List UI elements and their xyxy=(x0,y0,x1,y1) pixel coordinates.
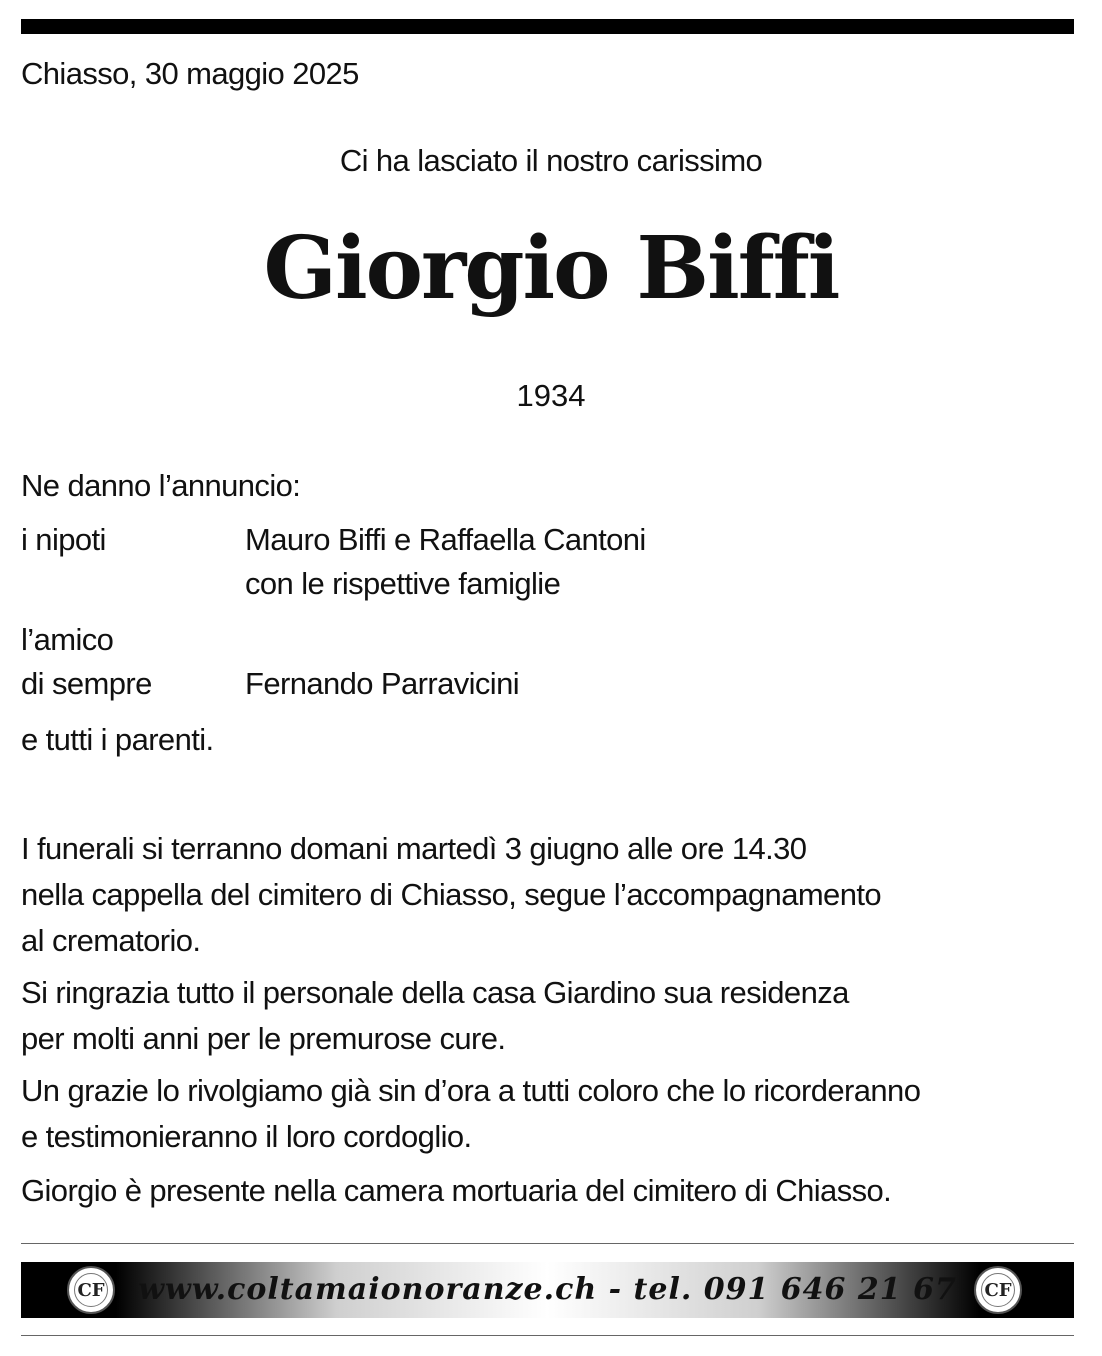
nipoti-label: i nipoti xyxy=(21,522,106,557)
nipoti-names: Mauro Biffi e Raffaella Cantoni xyxy=(245,522,646,557)
funeral-line: I funerali si terranno domani martedì 3 giugno alle ore 14.30 xyxy=(21,831,807,866)
deceased-name: Giorgio Biffi xyxy=(263,218,839,319)
thanks-staff-line: per molti anni per le premurose cure. xyxy=(21,1021,506,1056)
birth-year: 1934 xyxy=(516,378,586,413)
funeral-home-banner xyxy=(21,1262,1074,1318)
thanks-all-line: e testimonieranno il loro cordoglio. xyxy=(21,1119,472,1154)
thanks-staff-line: Si ringrazia tutto il personale della casa Giardino sua residenza xyxy=(21,975,849,1010)
amico-name: Fernando Parravicini xyxy=(245,666,520,701)
thanks-staff-paragraph xyxy=(21,970,849,1062)
nipoti-families: con le rispettive famiglie xyxy=(245,566,561,601)
intro-text: Ci ha lasciato il nostro carissimo xyxy=(339,143,763,178)
funeral-home-contact: www.coltamaionoranze.ch - tel. 091 646 21 67 xyxy=(138,1272,957,1307)
amico-label-line1: l’amico xyxy=(21,622,114,657)
funeral-line: nella cappella del cimitero di Chiasso, segue l’accompagnamento xyxy=(21,877,881,912)
closing-relatives: e tutti i parenti. xyxy=(21,722,214,757)
footer-bottom-rule xyxy=(21,1335,1074,1336)
wake-paragraph xyxy=(21,1168,891,1214)
thanks-all-paragraph xyxy=(21,1068,920,1160)
announcers-heading: Ne danno l’annuncio: xyxy=(21,468,301,503)
footer-top-rule xyxy=(21,1243,1074,1244)
place-date: Chiasso, 30 maggio 2025 xyxy=(21,56,359,91)
funeral-home-seal-icon: CF xyxy=(974,1266,1022,1314)
funeral-home-seal-icon: CF xyxy=(67,1266,115,1314)
funeral-line: al crematorio. xyxy=(21,923,201,958)
amico-label-line2: di sempre xyxy=(21,666,152,701)
top-rule xyxy=(21,19,1074,34)
thanks-all-line: Un grazie lo rivolgiamo già sin d’ora a tutti coloro che lo ricorderanno xyxy=(21,1073,921,1108)
funeral-paragraph xyxy=(21,826,881,964)
wake-line: Giorgio è presente nella camera mortuaria del cimitero di Chiasso. xyxy=(21,1173,892,1208)
